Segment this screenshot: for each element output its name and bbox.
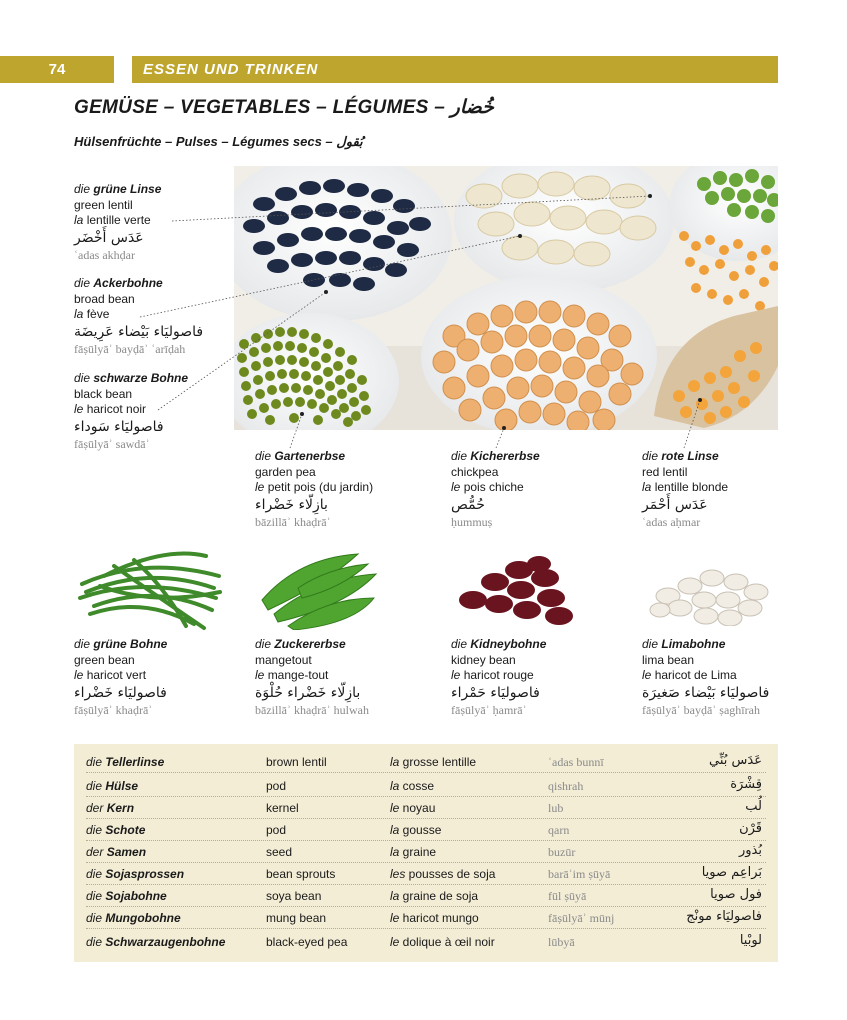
de-word: Mungobohne <box>105 911 181 925</box>
fr-article: le <box>451 480 461 495</box>
de-cell <box>86 779 138 793</box>
ar-cell: لوبْيا <box>739 933 762 948</box>
label-kidney-bean <box>451 637 546 718</box>
de-article: die <box>86 755 103 769</box>
fr-cell: les pousses de soja <box>390 867 496 881</box>
fr-word: haricot de Lima <box>654 668 737 683</box>
table-row <box>86 885 766 907</box>
ar-cell: بَراعِم صويا <box>701 865 762 880</box>
de-article: die <box>255 449 272 463</box>
fr-article: le <box>390 911 400 925</box>
en-word: mangetout <box>255 652 312 667</box>
de-word: Kichererbse <box>470 449 540 463</box>
fr-cell: le noyau <box>390 801 436 815</box>
table-row <box>86 841 766 863</box>
de-article: die <box>255 637 272 651</box>
de-word: Sojabohne <box>105 889 167 903</box>
fr-article: le <box>390 935 400 949</box>
transliteration: fāṣūlyāʾ khaḍrāʾ <box>74 702 153 717</box>
de-article: der <box>86 845 104 859</box>
label-green-lentil <box>74 182 161 263</box>
de-article: die <box>74 276 91 290</box>
fr-article: le <box>451 668 461 683</box>
de-word: Zuckererbse <box>274 637 346 651</box>
de-word: Schwarzaugenbohne <box>105 935 226 949</box>
de-word: Tellerlinse <box>105 755 165 769</box>
fr-article: le <box>390 801 400 815</box>
fr-word: lentille verte <box>86 213 151 228</box>
en-word: chickpea <box>451 464 499 479</box>
de-article: der <box>86 801 104 815</box>
fr-word: petit pois (du jardin) <box>267 480 374 495</box>
transliteration: bāzillāʾ khaḍrāʾ <box>255 514 331 529</box>
de-word: grüne Linse <box>93 182 162 196</box>
transliteration-cell: barāʿim ṣūyā <box>548 867 611 881</box>
transliteration-cell: buzūr <box>548 845 576 859</box>
section-title: ESSEN UND TRINKEN <box>143 61 319 78</box>
de-cell <box>86 845 146 859</box>
de-cell <box>86 911 181 925</box>
en-cell: bean sprouts <box>266 867 336 881</box>
de-article: die <box>86 779 103 793</box>
de-article: die <box>74 182 91 196</box>
de-word: grüne Bohne <box>93 637 168 651</box>
lima-bean-image <box>648 566 774 626</box>
transliteration-cell: ʿadas bunnī <box>548 755 604 769</box>
ar-word: فاصوليَاء بَيْضاء عَرِيضَة <box>74 323 204 340</box>
fr-article: la <box>390 845 400 859</box>
de-article: die <box>451 449 468 463</box>
label-mangetout <box>255 637 369 718</box>
label-green-bean <box>74 637 167 718</box>
ar-cell: قِشْرَة <box>730 777 762 792</box>
ar-word: فاصوليَاء حَمْراء <box>451 684 540 701</box>
fr-article: la <box>74 307 84 322</box>
de-word: Kidneybohne <box>470 637 547 651</box>
de-cell <box>86 867 184 881</box>
transliteration: ʿadas akhḍar <box>74 247 135 262</box>
mangetout-image <box>258 548 380 630</box>
en-word: green bean <box>74 652 135 667</box>
fr-article: la <box>390 779 400 793</box>
de-cell <box>86 801 134 815</box>
fr-article: la <box>390 755 400 769</box>
de-article: die <box>86 867 103 881</box>
de-word: Gartenerbse <box>274 449 346 463</box>
page-subtitle: Hülsenfrüchte – Pulses – Légumes secs – بُقول <box>74 134 363 149</box>
fr-article: les <box>390 867 406 881</box>
en-word: broad bean <box>74 291 135 306</box>
table-row <box>86 797 766 819</box>
de-word: Limabohne <box>661 637 726 651</box>
de-article: die <box>74 637 91 651</box>
en-cell: pod <box>266 823 287 837</box>
en-word: garden pea <box>255 464 316 479</box>
de-article: die <box>86 935 103 949</box>
ar-word: فاصوليَاء خَضْراء <box>74 684 167 701</box>
table-row <box>86 751 766 773</box>
de-word: rote Linse <box>661 449 719 463</box>
transliteration-cell: fāṣūlyāʾ mūnj <box>548 911 615 925</box>
en-cell: mung bean <box>266 911 327 925</box>
table-row <box>86 863 766 885</box>
fr-cell: la graine de soja <box>390 889 479 903</box>
en-cell: brown lentil <box>266 755 327 769</box>
de-word: Ackerbohne <box>93 276 163 290</box>
transliteration-cell: fūl ṣūyā <box>548 889 587 903</box>
table-row <box>86 931 766 953</box>
transliteration-cell: lub <box>548 801 564 815</box>
de-word: Hülse <box>105 779 139 793</box>
ar-cell: لُب <box>745 799 762 814</box>
green-bean-image <box>74 536 224 631</box>
de-word: Sojasprossen <box>105 867 185 881</box>
ar-cell: قَرْن <box>739 821 762 836</box>
en-word: lima bean <box>642 652 695 667</box>
transliteration-cell: qarn <box>548 823 570 837</box>
de-cell <box>86 935 225 949</box>
de-article: die <box>642 449 659 463</box>
ar-cell: بُذور <box>739 843 762 858</box>
fr-article: le <box>642 668 652 683</box>
ar-word: بازِلّاء خَضْراء <box>255 496 328 513</box>
fr-cell: le dolique à œil noir <box>390 935 495 949</box>
fr-word: mange-tout <box>267 668 329 683</box>
ar-word: فاصوليَاء بَيْضاء صَغيرَة <box>642 684 770 701</box>
en-cell: pod <box>266 779 287 793</box>
fr-article: le <box>255 668 265 683</box>
de-word: Samen <box>106 845 147 859</box>
en-cell: kernel <box>266 801 299 815</box>
kidney-bean-image <box>455 550 579 630</box>
pulses-photo <box>234 166 778 430</box>
transliteration: ḥummuṣ <box>451 514 493 529</box>
transliteration-cell: qishrah <box>548 779 584 793</box>
de-article: die <box>74 371 91 385</box>
page-title: GEMÜSE – VEGETABLES – LÉGUMES – خُضار <box>74 97 494 118</box>
fr-article: la <box>642 480 652 495</box>
transliteration: bāzillāʾ khaḍrāʾ hulwah <box>255 702 369 717</box>
en-cell: black-eyed pea <box>266 935 348 949</box>
de-word: schwarze Bohne <box>93 371 189 385</box>
fr-word: haricot rouge <box>463 668 534 683</box>
de-cell <box>86 755 164 769</box>
page-number: 74 <box>48 61 66 78</box>
fr-word: haricot vert <box>86 668 147 683</box>
fr-cell: la graine <box>390 845 437 859</box>
transliteration-cell: lūbyā <box>548 935 575 949</box>
en-word: kidney bean <box>451 652 516 667</box>
fr-word: haricot noir <box>86 402 147 417</box>
fr-article: la <box>390 889 400 903</box>
de-article: die <box>86 823 103 837</box>
header-gap <box>114 56 132 83</box>
de-article: die <box>642 637 659 651</box>
ar-word: فاصوليَاء سَوداء <box>74 418 164 435</box>
label-chickpea <box>451 449 540 530</box>
fr-article: le <box>74 668 84 683</box>
fr-word: fève <box>86 307 110 322</box>
transliteration: fāṣūlyāʾ sawdāʾ <box>74 436 150 451</box>
de-word: Schote <box>105 823 146 837</box>
label-black-bean <box>74 371 188 452</box>
label-broad-bean <box>74 276 203 357</box>
ar-word: بازِلّاء خَضْراء حُلْوَة <box>255 684 361 701</box>
fr-cell: la gousse <box>390 823 442 837</box>
fr-word: lentille blonde <box>654 480 729 495</box>
en-word: black bean <box>74 386 133 401</box>
table-row <box>86 907 766 929</box>
table-row <box>86 775 766 797</box>
en-word: red lentil <box>642 464 688 479</box>
label-garden-pea <box>255 449 373 530</box>
de-cell <box>86 889 167 903</box>
en-word: green lentil <box>74 197 133 212</box>
label-red-lentil <box>642 449 728 530</box>
transliteration: ʿadas aḥmar <box>642 514 701 529</box>
fr-word: pois chiche <box>463 480 524 495</box>
ar-word: عَدَس أَخْضَر <box>74 229 144 246</box>
de-word: Kern <box>106 801 135 815</box>
table-row <box>86 819 766 841</box>
en-cell: seed <box>266 845 293 859</box>
fr-article: la <box>74 213 84 228</box>
fr-cell: la grosse lentille <box>390 755 477 769</box>
ar-cell: فاصوليَاء مونْج <box>686 909 762 924</box>
ar-cell: فول صويا <box>710 887 762 902</box>
ar-word: عَدَس أَحْمَر <box>642 496 708 513</box>
ar-word: حُمُّص <box>451 496 485 513</box>
de-article: die <box>86 889 103 903</box>
de-article: die <box>86 911 103 925</box>
fr-cell: le haricot mungo <box>390 911 479 925</box>
transliteration: fāṣūlyāʾ bayḍāʾ ʿarīḍah <box>74 341 186 356</box>
fr-article: le <box>74 402 84 417</box>
ar-cell: عَدَس بُنِّي <box>709 753 762 768</box>
fr-article: la <box>390 823 400 837</box>
en-cell: soya bean <box>266 889 322 903</box>
fr-article: le <box>255 480 265 495</box>
transliteration: fāṣūlyāʾ ḥamrāʾ <box>451 702 527 717</box>
transliteration: fāṣūlyāʾ bayḍāʾ ṣaghīrah <box>642 702 760 717</box>
label-lima-bean <box>642 637 769 718</box>
fr-cell: la cosse <box>390 779 435 793</box>
de-article: die <box>451 637 468 651</box>
de-cell <box>86 823 145 837</box>
